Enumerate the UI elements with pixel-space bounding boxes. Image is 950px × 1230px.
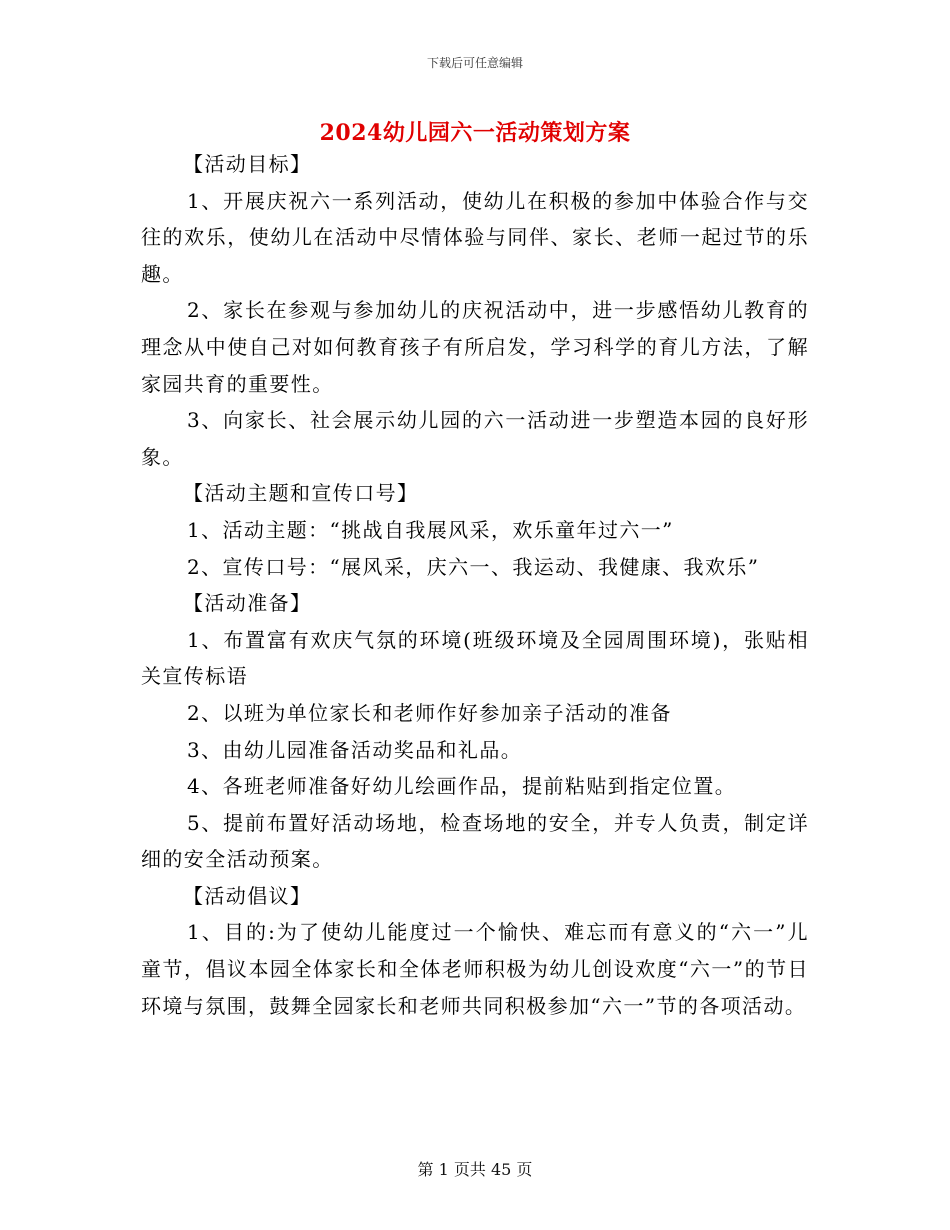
goal-item: 1、开展庆祝六一系列活动，使幼儿在积极的参加中体验合作与交往的欢乐，使幼儿在活动中尽情体验与同伴、家长、老师一起过节的乐趣。 [141,188,809,286]
preparation-item: 5、提前布置好活动场地，检查场地的安全，并专人负责，制定详细的安全活动预案。 [141,810,809,872]
document-title: 2024幼儿园六一活动策划方案 [319,120,631,146]
page-footer: 第 1 页共 45 页 [417,1160,533,1179]
preparation-item: 3、由幼儿园准备活动奖品和礼品。 [187,737,523,762]
goal-item: 2、家长在参观与参加幼儿的庆祝活动中，进一步感悟幼儿教育的理念从中使自己对如何教育孩子有所启发，学习科学的育儿方法，了解家园共育的重要性。 [141,298,809,396]
theme-item: 1、活动主题：“挑战自我展风采，欢乐童年过六一” [187,517,674,542]
section-heading-theme: 【活动主题和宣传口号】 [183,481,419,506]
preparation-item: 4、各班老师准备好幼儿绘画作品，提前粘贴到指定位置。 [187,774,737,799]
proposal-item: 1、目的:为了使幼儿能度过一个愉快、难忘而有意义的“六一”儿童节，倡议本园全体家长和全体老师积极为幼儿创设欢度“六一”的节日环境与氛围，鼓舞全园家长和老师共同积极参加“六一”节的各项活动。 [141,920,809,1018]
theme-item: 2、宣传口号：“展风采，庆六一、我运动、我健康、我欢乐” [187,554,760,579]
goal-item: 3、向家长、社会展示幼儿园的六一活动进一步塑造本园的良好形象。 [141,408,809,469]
document-body [141,146,809,1024]
preparation-item: 1、布置富有欢庆气氛的环境(班级环境及全园周围环境)，张贴相关宣传标语 [141,627,809,689]
section-heading-preparation: 【活动准备】 [183,591,312,616]
preparation-item: 2、以班为单位家长和老师作好参加亲子活动的准备 [187,700,672,725]
section-heading-proposal: 【活动倡议】 [183,883,312,908]
header-note: 下载后可任意编辑 [426,56,523,70]
section-heading-goals: 【活动目标】 [183,152,312,176]
